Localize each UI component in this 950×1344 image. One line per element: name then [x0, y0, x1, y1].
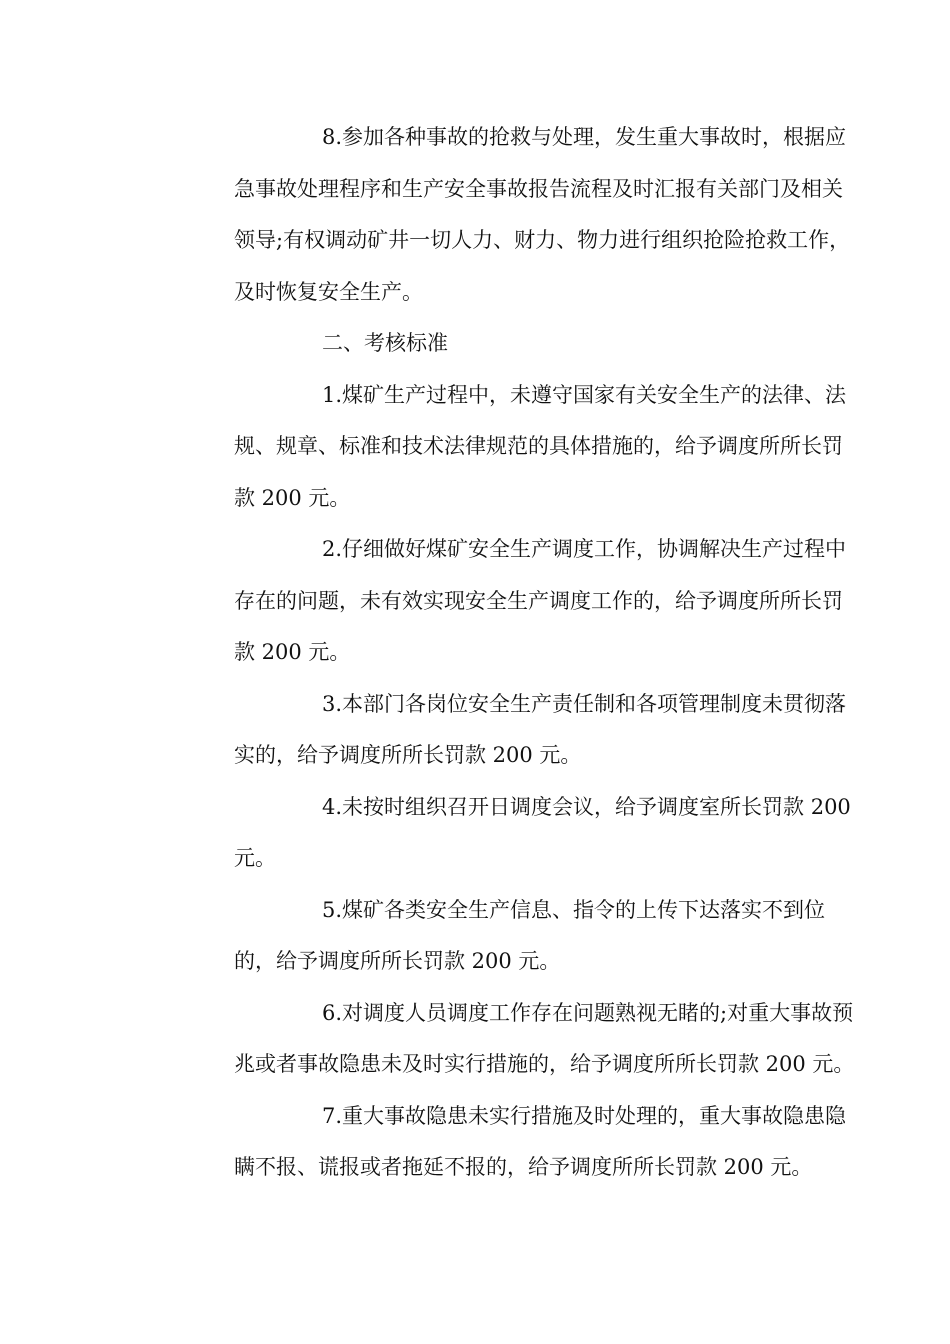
text-line: 款 200 元。 — [234, 485, 351, 510]
criterion-item-4 — [146, 782, 851, 885]
criterion-item-5 — [146, 885, 826, 988]
text-line: 领导;有权调动矿井一切人力、财力、物力进行组织抢险抢救工作， — [234, 228, 851, 252]
text-line: 急事故处理程序和生产安全事故报告流程及时汇报有关部门及相关 — [234, 176, 843, 201]
text-line: 6.对调度人员调度工作存在问题熟视无睹的;对重大事故预 — [322, 1000, 854, 1025]
criterion-item-1 — [146, 370, 847, 525]
text-line: 规、规章、标准和技术法律规范的具体措施的，给予调度所所长罚 — [234, 434, 843, 458]
text-line: 元。 — [234, 846, 276, 870]
criterion-item-6 — [146, 988, 855, 1091]
text-line: 款 200 元。 — [234, 640, 351, 664]
text-line: 的，给予调度所所长罚款 200 元。 — [234, 949, 561, 973]
criterion-item-2 — [146, 524, 847, 679]
section-heading-text: 二、考核标准 — [322, 331, 448, 355]
text-line: 兆或者事故隐患未及时实行措施的，给予调度所所长罚款 200 元。 — [234, 1052, 855, 1076]
text-line: 4.未按时组织召开日调度会议，给予调度室所长罚款 200 — [322, 794, 851, 819]
text-line: 7.重大事故隐患未实行措施及时处理的，重大事故隐患隐 — [322, 1103, 847, 1128]
text-line: 实的，给予调度所所长罚款 200 元。 — [234, 743, 582, 767]
text-line: 2.仔细做好煤矿安全生产调度工作，协调解决生产过程中 — [322, 537, 847, 561]
criterion-item-7 — [146, 1091, 847, 1194]
text-line: 5.煤矿各类安全生产信息、指令的上传下达落实不到位 — [322, 897, 826, 922]
criterion-item-3 — [146, 679, 847, 782]
paragraph-item-8 — [146, 112, 851, 318]
document-body — [146, 112, 855, 1194]
text-line: 3.本部门各岗位安全生产责任制和各项管理制度未贯彻落 — [322, 691, 847, 716]
text-line: 1.煤矿生产过程中，未遵守国家有关安全生产的法律、法 — [322, 382, 847, 407]
text-line: 瞒不报、谎报或者拖延不报的，给予调度所所长罚款 200 元。 — [234, 1155, 813, 1179]
text-line: 8.参加各种事故的抢救与处理，发生重大事故时，根据应 — [322, 125, 847, 149]
section-heading — [146, 318, 802, 370]
text-line: 及时恢复安全生产。 — [234, 279, 423, 304]
text-line: 存在的问题，未有效实现安全生产调度工作的，给予调度所所长罚 — [234, 588, 843, 613]
